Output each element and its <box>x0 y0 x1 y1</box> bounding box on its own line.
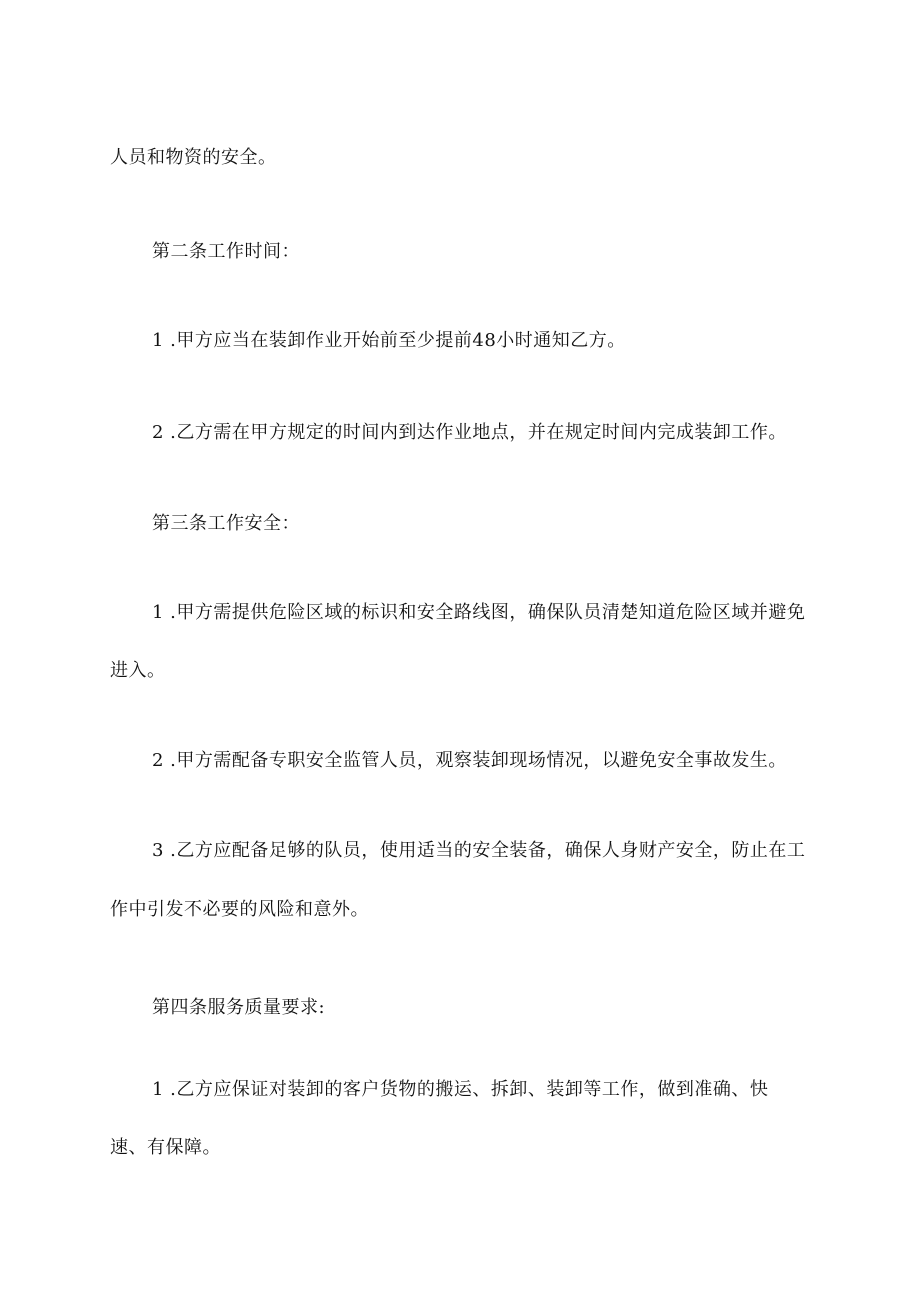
article-4-item-1-continuation: 速、有保障。 <box>110 1137 221 1158</box>
article-4-heading: 第四条服务质量要求: <box>152 997 326 1018</box>
article-3-item-2: 2 .甲方需配备专职安全监管人员，观察装卸现场情况，以避免安全事故发生。 <box>152 750 787 771</box>
article-2-item-1: 1 .甲方应当在装卸作业开始前至少提前48小时通知乙方。 <box>152 330 626 351</box>
article-3-item-3: 3 .乙方应配备足够的队员，使用适当的安全装备，确保人身财产安全，防止在工 <box>152 840 806 861</box>
article-3-item-1: 1 .甲方需提供危险区域的标识和安全路线图，确保队员清楚知道危险区域并避免 <box>152 602 806 623</box>
article-2-item-2: 2 .乙方需在甲方规定的时间内到达作业地点，并在规定时间内完成装卸工作。 <box>152 422 787 443</box>
article-4-item-1: 1 .乙方应保证对装卸的客户货物的搬运、拆卸、装卸等工作，做到准确、快 <box>152 1079 769 1100</box>
article-3-heading: 第三条工作安全： <box>152 513 300 534</box>
paragraph-continuation: 人员和物资的安全。 <box>110 147 277 168</box>
article-3-item-1-continuation: 进入。 <box>110 660 166 681</box>
article-3-item-3-continuation: 作中引发不必要的风险和意外。 <box>110 899 369 920</box>
article-2-heading: 第二条工作时间： <box>152 241 300 262</box>
